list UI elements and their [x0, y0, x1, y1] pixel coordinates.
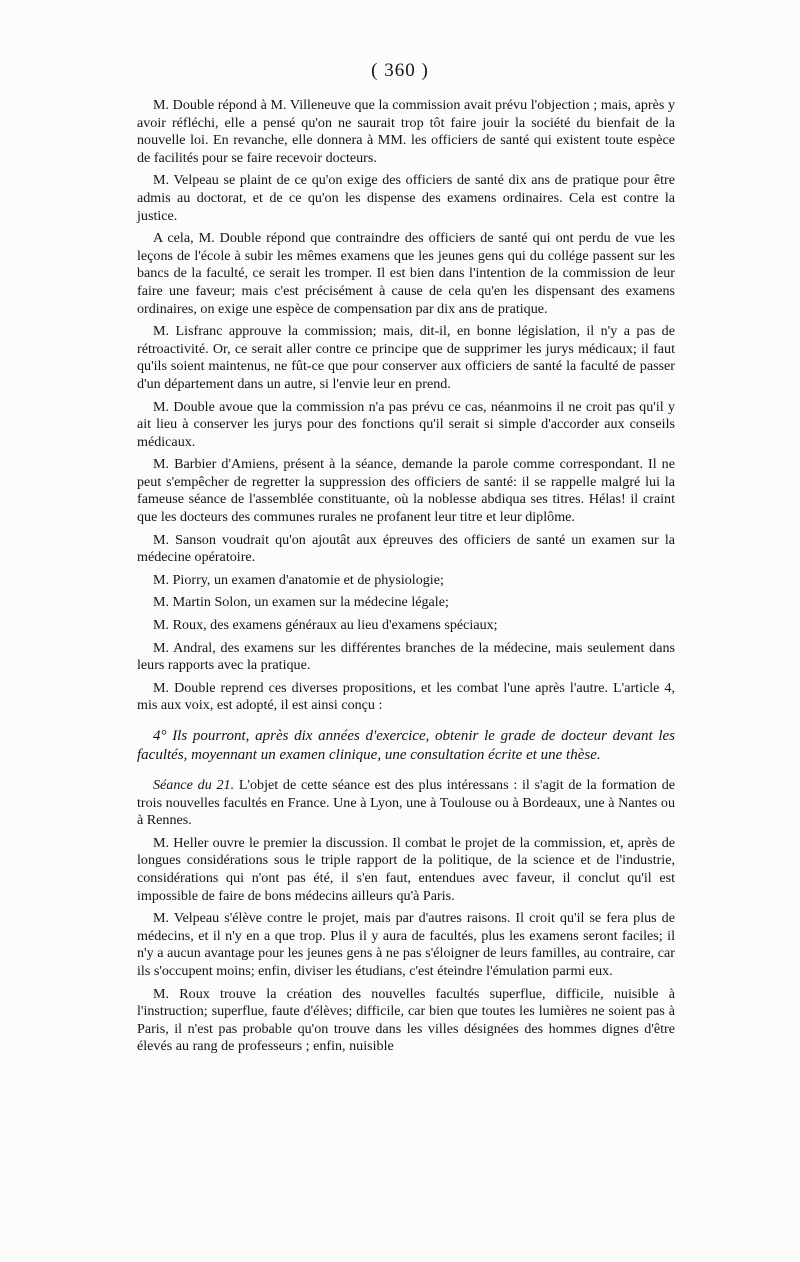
article-4-text: 4° Ils pourront, après dix années d'exercice, obtenir le grade de docteur devant les facultés, moyennant un examen clinique, une consultation écrite et une thèse. — [137, 728, 675, 763]
paragraph-double-avoue: M. Double avoue que la commission n'a pas prévu ce cas, néanmoins il ne croit pas qu'il y ait lieu à conserver les jurys pour des fonctions qu'il serait si simple d'accorder aux conseils médicaux. — [137, 398, 675, 450]
paragraph-heller: M. Heller ouvre le premier la discussion. Il combat le projet de la commission, et, après de longues considérations sous le triple rapport de la politique, de la science et de l'industrie, considérations qui n'ont pas été, il s'en faut, entendues avec faveur, il conclut qu'il est impossible de faire de bons médecins ailleurs qu'à Paris. — [137, 834, 675, 904]
paragraph-sanson: M. Sanson voudrait qu'on ajoutât aux épreuves des officiers de santé un examen sur la médecine opératoire. — [137, 531, 675, 566]
seance-heading: Séance du 21. — [153, 777, 235, 793]
page-number: ( 360 ) — [371, 60, 429, 81]
paragraph-barbier: M. Barbier d'Amiens, présent à la séance, demande la parole comme correspondant. Il ne peut s'empêcher de regretter la suppression des officiers de santé: il se rappelle malgré lui la fameuse séance de l'assemblée constituante, où la noblesse abdiqua ses titres. Hélas! il craint que les docteurs des communes rurales ne profanent leur titre et leur diplôme. — [137, 456, 675, 526]
paragraph-velpeau-projet: M. Velpeau s'élève contre le projet, mais par d'autres raisons. Il croit qu'il se fera plus de médecins, et il n'y en a que trop. Plus il y aura de facultés, plus les examens seront faciles; il n'y a aucun avantage pour les jeunes gens à ne pas s'éloigner de leurs familles, au contraire, car ils s'occupent moins; enfin, diviser les étudians, c'est éteindre l'émulation parmi eux. — [137, 910, 675, 979]
paragraph-lisfranc: M. Lisfranc approuve la commission; mais, dit-il, en bonne législation, il n'y a pas de rétroactivité. Or, ce serait aller contre ce principe que de supprimer les jurys médicaux; il faut qu'ils soient maintenus, ne fût-ce que pour conserver aux officiers de santé la faculté de passer d'un département dans un autre, si l'envie leur en prend. — [137, 323, 675, 392]
paragraph-andral: M. Andral, des examens sur les différentes branches de la médecine, mais seulement dans leurs rapports avec la pratique. — [137, 639, 675, 674]
page-body — [137, 97, 675, 1061]
paragraph-roux-facultes: M. Roux trouve la création des nouvelles facultés superflue, difficile, nuisible à l'instruction; superflue, faute d'élèves; difficile, car bien que toutes les lumières ne soient pas à Paris, il n'est pas probable qu'on trouve dans les villes désignées des hommes dignes d'être élevés au rang de professeurs ; enfin, nuisible — [137, 985, 675, 1055]
paragraph-velpeau-complaint: M. Velpeau se plaint de ce qu'on exige des officiers de santé dix ans de pratique pour être admis au doctorat, et de ce qu'on les dispense des examens ordinaires. Cela est contre la justice. — [137, 172, 675, 224]
paragraph-piorry: M. Piorry, un examen d'anatomie et de physiologie; — [153, 571, 444, 588]
seance-text: L'objet de cette séance est des plus intéressans : il s'agit de la formation de trois nouvelles facultés en France. Une à Lyon, une à Toulouse ou à Bordeaux, une à Nantes ou à Rennes. — [137, 777, 676, 829]
paragraph-double-reply: A cela, M. Double répond que contraindre des officiers de santé qui ont perdu de vue les leçons de l'école à subir les mêmes examens que les jeunes gens qui du collége passent sur les bancs de la faculté, ce serait les tromper. Il est bien dans l'intention de la commission de leur faire une faveur; mais c'est précisément à cause de cela qu'en les dispensant des examens ordinaires, on exige une espèce de compensation par dix ans de pratique. — [137, 230, 675, 317]
paragraph-seance-21 — [137, 777, 675, 830]
paragraph-double-villeneuve: M. Double répond à M. Villeneuve que la commission avait prévu l'objection ; mais, après y avoir réfléchi, elle a pensé qu'on ne saurait trop tôt faire jouir la société du bienfait de la nouvelle loi. En revanche, elle donnera à MM. les officiers de santé qui existent toute espèce de facilités pour se faire recevoir docteurs. — [137, 97, 675, 166]
paragraph-double-reprend: M. Double reprend ces diverses propositions, et les combat l'une après l'autre. L'article 4, mis aux voix, est adopté, il est ainsi conçu : — [137, 679, 675, 714]
paragraph-roux-examens: M. Roux, des examens généraux au lieu d'examens spéciaux; — [153, 617, 498, 634]
paragraph-martin-solon: M. Martin Solon, un examen sur la médecine légale; — [153, 594, 449, 611]
